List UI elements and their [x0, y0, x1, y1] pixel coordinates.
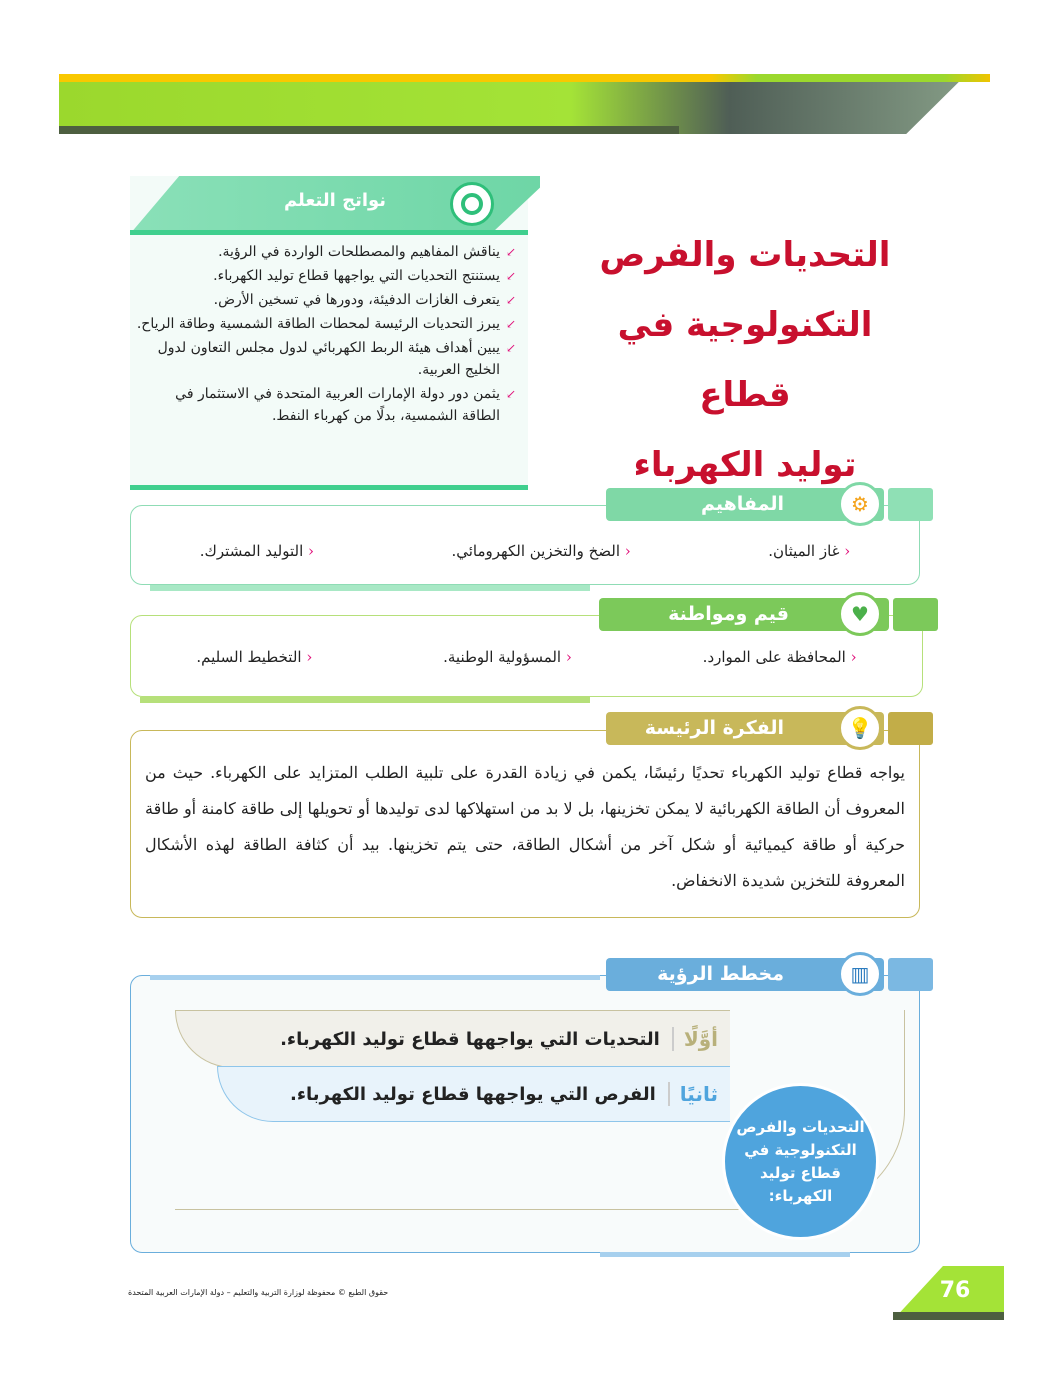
concept-item: ‹ غاز الميثان.	[768, 542, 850, 560]
value-item: ‹ المسؤولية الوطنية.	[443, 648, 572, 666]
main-idea-text: يواجه قطاع توليد الكهرباء تحديًا رئيسًا، يكمن في زيادة القدرة على تلبية الطلب المتزايد على الكهرباء. حيث من المعروف أن الطاقة الكهربائية لا يمكن تخزينها، بل لا بد من استهلاكها لدى توليدها أو تحويلها إلى طاقة كامنة أو طاقة حركية أو طاقة كيميائية أو شكل آخر من أشكال الطاقة، حتى يتم تخزينها. بيد أن كثافة الطاقة لهذه الأشكال المعروفة للتخزين شديدة الانخفاض.	[145, 763, 906, 890]
row-number: أوَّلًا	[672, 1027, 718, 1051]
divider	[130, 230, 528, 235]
title-line: توليد الكهرباء	[633, 445, 857, 485]
divider	[600, 1252, 850, 1257]
row-text: التحديات التي يواجهها قطاع توليد الكهرباء.	[280, 1028, 660, 1050]
divider	[150, 975, 600, 980]
row-text: الفرص التي يواجهها قطاع توليد الكهرباء.	[290, 1083, 656, 1105]
list-item: ↙ يبين أهداف هيئة الربط الكهربائي لدول مجلس التعاون لدول الخليج العربية.	[136, 337, 516, 381]
concepts-header: المفاهيم والمصطلحات	[606, 488, 884, 521]
learning-outcomes-title: نواتج التعلم	[283, 190, 387, 211]
main-idea-panel	[130, 730, 920, 918]
list-item: ↙ يثمن دور دولة الإمارات العربية المتحدة في الاستثمار في الطاقة الشمسية، بدلًا من كهرباء النفط.	[136, 383, 516, 427]
concept-item: ‹ الضخ والتخزين الكهرومائي.	[451, 542, 630, 560]
values-header: قيم ومواطنة	[599, 598, 889, 631]
tab-extension	[893, 598, 938, 631]
divider	[140, 697, 590, 703]
target-icon	[450, 182, 494, 226]
concepts-list	[131, 542, 919, 560]
copyright-footer: حقوق الطبع © محفوظة لوزارة التربية والتعليم – دولة الإمارات العربية المتحدة	[128, 1288, 389, 1297]
list-item: ↙ يتعرف الغازات الدفيئة، ودورها في تسخين الأرض.	[136, 289, 516, 311]
chart-document-icon: ▥	[838, 952, 882, 996]
banner-stripe-bottom	[59, 126, 679, 134]
value-item: ‹ التخطيط السليم.	[196, 648, 312, 666]
lightbulb-icon: 💡	[838, 706, 882, 750]
vision-row-2	[217, 1066, 730, 1122]
tab-extension	[888, 958, 933, 991]
divider	[150, 585, 590, 591]
list-item: ↙ يستنتج التحديات التي يواجهها قطاع توليد الكهرباء.	[136, 265, 516, 287]
gears-icon: ⚙	[838, 482, 882, 526]
page-title	[570, 220, 920, 500]
value-item: ‹ المحافظة على الموارد.	[703, 648, 857, 666]
heart-hand-icon: ♥	[838, 592, 882, 636]
header-banner	[59, 74, 990, 134]
tab-extension	[888, 712, 933, 745]
title-line: التحديات والفرص	[599, 235, 891, 275]
learning-outcomes-list	[136, 241, 516, 429]
row-number: ثانيًا	[668, 1082, 718, 1106]
vision-circle: التحديات والفرص التكنولوجية في قطاع توليد الكهرباء:	[722, 1083, 879, 1240]
title-line: التكنولوجية في قطاع	[617, 305, 873, 415]
list-item: ↙ يبرز التحديات الرئيسة لمحطات الطاقة الشمسية وطاقة الرياح.	[136, 313, 516, 335]
values-list	[131, 648, 922, 666]
main-idea-header: الفكرة الرئيسة	[606, 712, 884, 745]
concept-item: ‹ التوليد المشترك.	[200, 542, 314, 560]
page-number-stripe	[893, 1312, 1004, 1320]
vision-plan-header: مخطط الرؤية	[606, 958, 884, 991]
divider	[130, 485, 528, 490]
tab-extension	[888, 488, 933, 521]
banner-stripe	[59, 74, 990, 82]
page-number: 76	[939, 1278, 971, 1303]
vision-row-1	[175, 1010, 730, 1068]
list-item: ↙ يناقش المفاهيم والمصطلحات الواردة في الرؤية.	[136, 241, 516, 263]
